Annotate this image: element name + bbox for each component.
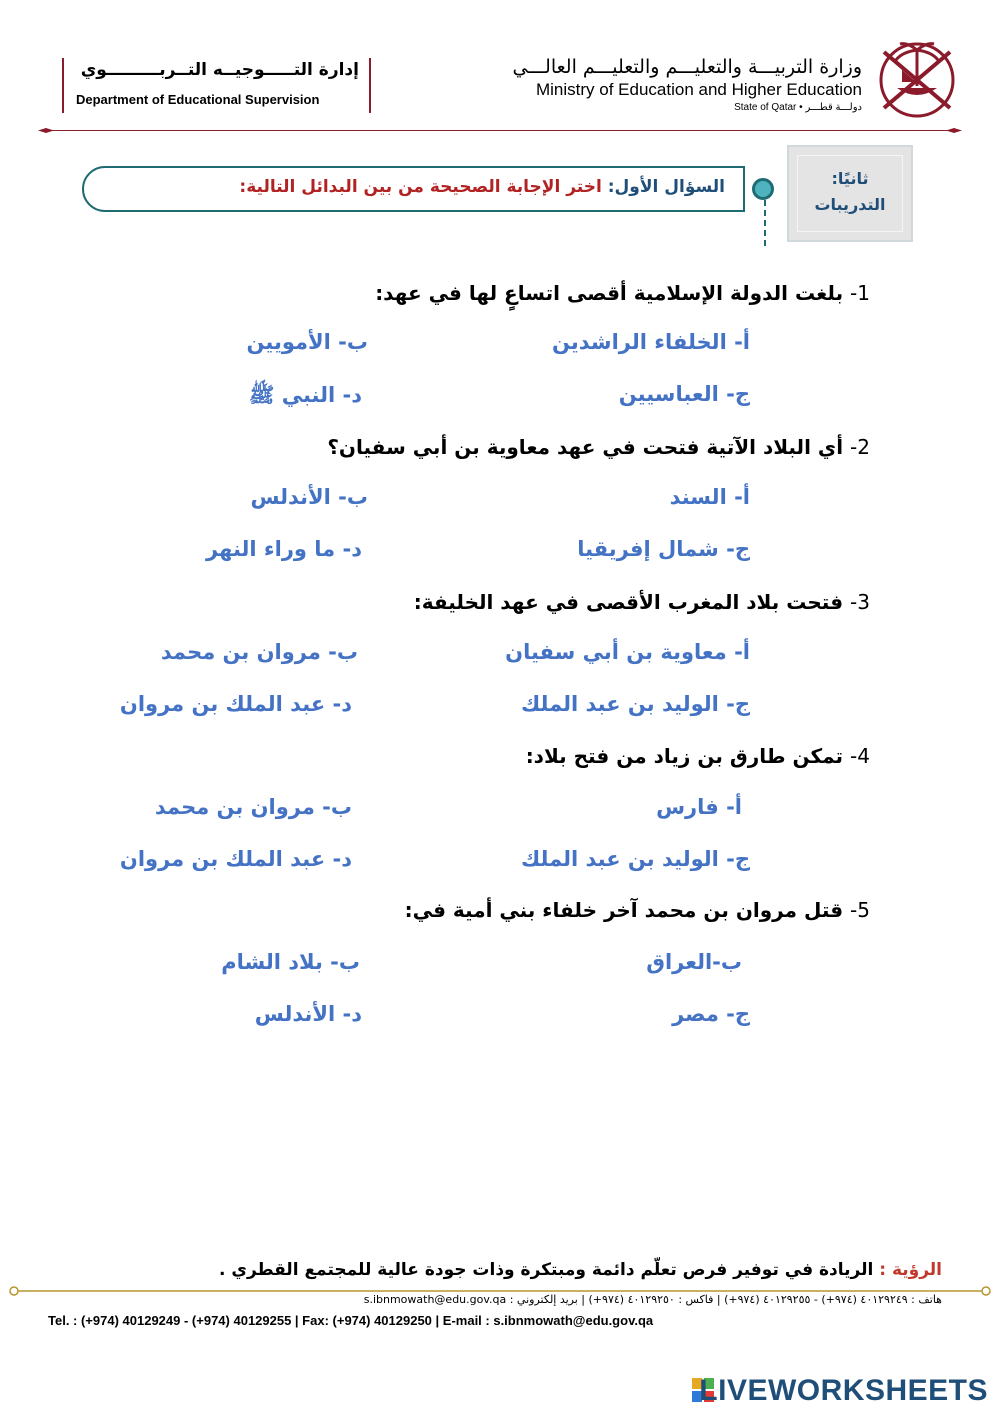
option-a[interactable]: أ- السند xyxy=(669,485,750,509)
question-text: فتحت بلاد المغرب الأقصى في عهد الخليفة: xyxy=(413,590,844,614)
option-c[interactable]: ج- الوليد بن عبد الملك xyxy=(520,692,750,716)
contact-info-ar: هاتف : ٤٠١٢٩٢٤٩ (٩٧٤+) - ٤٠١٢٩٢٥٥ (٩٧٤+) | فاكس : ٤٠١٢٩٢٥٠ (٩٧٤+) | بريد إلكتروني : s.ibnmowath@edu.gov.qa xyxy=(363,1293,942,1306)
ministry-name-ar: وزارة التربيـــة والتعليـــم والتعليـــم العالـــي xyxy=(512,56,862,78)
liveworksheets-brand[interactable]: LIVEWORKSHEETS xyxy=(699,1374,988,1407)
option-c[interactable]: ج- العباسيين xyxy=(618,382,750,406)
question-number: 2- xyxy=(850,435,870,459)
state-name: State of Qatar • دولـــة قطـــر xyxy=(734,102,862,113)
vision-text: الريادة في توفير فرص تعلّم دائمة ومبتكرة وذات جودة عالية للمجتمع القطري . xyxy=(218,1260,874,1280)
question-text: قتل مروان بن محمد آخر خلفاء بني أمية في: xyxy=(404,898,844,922)
question-1 xyxy=(375,281,870,305)
question-4 xyxy=(526,744,870,768)
option-b[interactable]: ب- بلاد الشام xyxy=(221,950,360,974)
question-text: أي البلاد الآتية فتحت في عهد معاوية بن أبي سفيان؟ xyxy=(327,435,844,459)
question-number: 4- xyxy=(850,744,870,768)
question-text: تمكن طارق بن زياد من فتح بلاد: xyxy=(525,744,844,768)
option-a[interactable]: أ- معاوية بن أبي سفيان xyxy=(505,640,750,664)
section-tag-line2: التدريبات xyxy=(814,195,886,214)
question-instruction: اختر الإجابة الصحيحة من بين البدائل التالية: xyxy=(239,177,602,197)
option-c[interactable]: ج- الوليد بن عبد الملك xyxy=(520,847,750,871)
option-a[interactable]: ب-العراق xyxy=(646,950,742,974)
department-block xyxy=(62,58,371,113)
question-text: بلغت الدولة الإسلامية أقصى اتساعٍ لها في عهد: xyxy=(375,281,844,305)
question-label: السؤال الأول: xyxy=(607,177,725,197)
header-divider xyxy=(38,128,962,133)
option-b[interactable]: ب- مروان بن محمد xyxy=(160,640,358,664)
question-number: 3- xyxy=(850,590,870,614)
option-d[interactable]: د- عبد الملك بن مروان xyxy=(119,692,352,716)
question-2 xyxy=(327,435,870,459)
vision-statement xyxy=(219,1260,942,1280)
option-d[interactable]: د- عبد الملك بن مروان xyxy=(119,847,352,871)
question-5 xyxy=(405,898,870,922)
option-b[interactable]: ب- الأمويين xyxy=(246,330,368,354)
question-number: 1- xyxy=(850,281,870,305)
option-c[interactable]: ج- شمال إفريقيا xyxy=(577,537,750,561)
question-3 xyxy=(414,590,870,614)
bullet-dot-icon xyxy=(752,178,774,200)
ministry-block xyxy=(513,56,862,113)
option-b[interactable]: ب- مروان بن محمد xyxy=(154,795,352,819)
section-tag xyxy=(787,145,913,242)
option-c[interactable]: ج- مصر xyxy=(672,1002,750,1026)
option-b[interactable]: ب- الأندلس xyxy=(250,485,368,509)
section-tag-line1: ثانيًا: xyxy=(831,169,869,188)
question-number: 5- xyxy=(850,898,870,922)
qatar-emblem-icon xyxy=(872,30,962,125)
ministry-name-en: Ministry of Education and Higher Education xyxy=(535,80,862,99)
option-d[interactable]: د- النبي ﷺ xyxy=(249,383,362,407)
department-name-en: Department of Educational Supervision xyxy=(76,92,320,107)
question-title-box xyxy=(82,166,745,212)
vision-label: الرؤية : xyxy=(879,1260,942,1280)
department-name-ar: إدارة التـــــوجيــه التــربـــــــــوي xyxy=(80,60,359,80)
dashed-connector xyxy=(764,200,766,246)
option-a[interactable]: أ- فارس xyxy=(656,795,742,819)
contact-info-en: Tel. : (+974) 40129249 - (+974) 40129255 | Fax: (+974) 40129250 | E-mail : s.ibnmowath@edu.gov.qa xyxy=(48,1313,654,1328)
option-d[interactable]: د- الأندلس xyxy=(254,1002,362,1026)
option-d[interactable]: د- ما وراء النهر xyxy=(206,537,362,561)
option-a[interactable]: أ- الخلفاء الراشدين xyxy=(552,330,750,354)
